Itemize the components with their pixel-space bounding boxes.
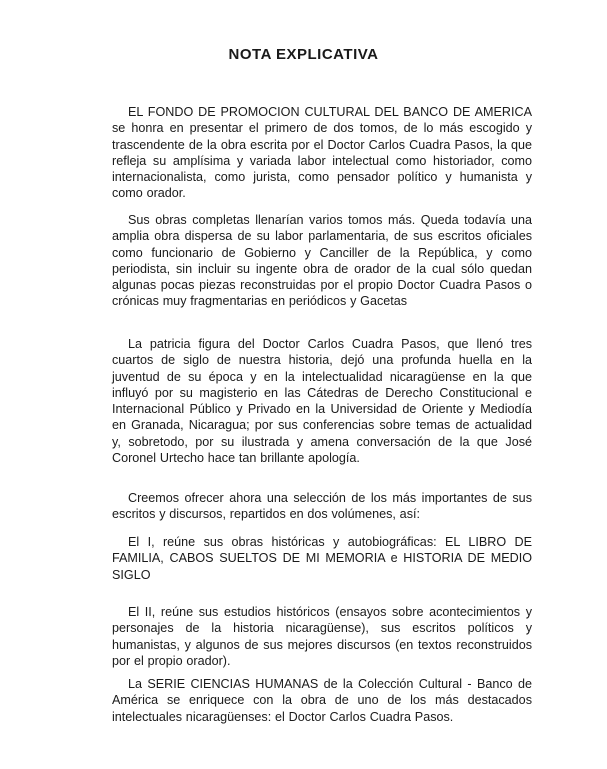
- paragraph-selection: Creemos ofrecer ahora una selección de los más importantes de sus escritos y discursos, repartidos en dos volúmenes, así:: [112, 491, 532, 522]
- paragraph-biography: La patricia figura del Doctor Carlos Cuadra Pasos, que llenó tres cuartos de siglo de nuestra historia, dejó una profunda huella en la juventud de su época y en la intelectualidad nicaragüense en la que influyó por su magisterio en las Cátedras de Derecho Constitucional e Internacional Público y Privado en la Universidad de Oriente y Mediodía en Granada, Nicaragua; por sus conferencias sobre temas de actualidad y, sobretodo, por su ilustrada y amena conversación de la que José Coronel Urtecho hace tan brillante apología.: [112, 337, 532, 466]
- paragraph-intro: EL FONDO DE PROMOCION CULTURAL DEL BANCO DE AMERICA se honra en presentar el primero de dos tomos, de lo más escogido y trascendente de la obra escrita por el Doctor Carlos Cuadra Pasos, la que refleja su amplísima y variada labor intelectual como historiador, como internacionalista, como jurista, como pensador político y humanista y como orador.: [112, 105, 532, 201]
- paragraph-volume-one: El I, reúne sus obras históricas y autobiográficas: EL LIBRO DE FAMILIA, CABOS SUELTOS DE MI MEMORIA e HISTORIA DE MEDIO SIGLO: [112, 535, 532, 582]
- page-title: NOTA EXPLICATIVA: [228, 46, 379, 63]
- paragraph-complete-works: Sus obras completas llenarían varios tomos más. Queda todavía una amplia obra dispersa de su labor parlamentaria, de sus escritos oficiales como funcionario de Gobierno y Canciller de la República, y como periodista, sin incluir su ingente obra de orador de la cual sólo quedan algunas pocas piezas reconstruidas por el propio Doctor Cuadra Pasos o crónicas muy fragmentarias en periódicos y Gacetas: [112, 213, 532, 309]
- paragraph-volume-two: El II, reúne sus estudios históricos (ensayos sobre acontecimientos y personajes de la historia nicaragüense), sus escritos políticos y humanistas, y algunos de sus mejores discursos (en textos reconstruidos por el propio orador).: [112, 605, 532, 668]
- paragraph-series: La SERIE CIENCIAS HUMANAS de la Colección Cultural - Banco de América se enriquece con la obra de uno de los más destacados intelectuales nicaragüenses: el Doctor Carlos Cuadra Pasos.: [112, 677, 532, 724]
